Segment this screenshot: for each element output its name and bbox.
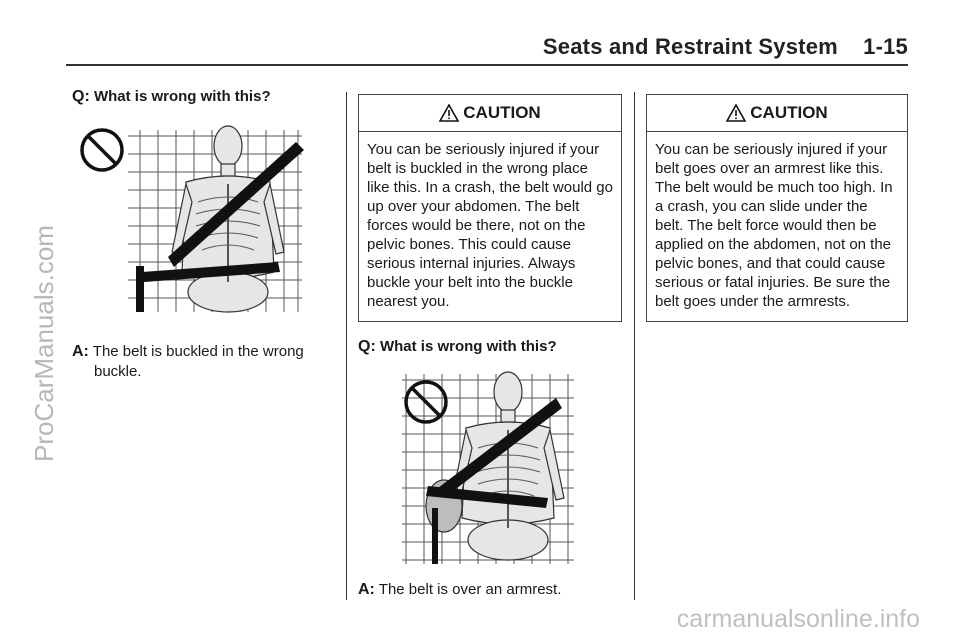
column-3 — [646, 94, 908, 322]
caution-body: You can be seriously injured if your belt goes over an armrest like this. The belt would be much too high. In a crash, you can slide under the belt. The belt force would then be applied on the abdomen, not on the pelvic bones, and that could cause serious or fatal injuries. Be sure the belt goes under the armrests. — [655, 141, 893, 310]
caution-heading: CAUTION — [750, 103, 828, 122]
caution-header — [647, 95, 907, 132]
answer-text: The belt is over an armrest. — [378, 581, 562, 598]
watermark-bottom: carmanualsonline.info — [676, 605, 920, 633]
watermark-left: ProCarManuals.com — [29, 225, 59, 462]
question-text: What is wrong with this? — [379, 338, 557, 355]
answer-label: A: — [358, 581, 375, 598]
caution-body: You can be seriously injured if your belt is buckled in the wrong place like this. In a crash, the belt would go up over your abdomen. The belt forces would be there, not on the pelvic bones. This could cause serious internal injuries. Always buckle your belt into the buckle nearest you. — [367, 141, 613, 310]
column-divider-1 — [346, 92, 347, 600]
question-label: Q: — [72, 88, 90, 105]
column-2 — [358, 94, 622, 600]
header-rule — [66, 64, 908, 66]
figure-over-armrest — [398, 368, 622, 568]
caution-header — [359, 95, 621, 132]
question-label: Q: — [358, 338, 376, 355]
caution-box-2 — [646, 94, 908, 322]
page-title: Seats and Restraint System 1-15 — [542, 34, 908, 59]
figure-wrong-buckle — [78, 122, 337, 322]
warning-triangle-icon — [726, 104, 746, 122]
warning-triangle-icon — [439, 104, 459, 122]
answer-1 — [72, 342, 337, 382]
question-text: What is wrong with this? — [93, 88, 271, 105]
answer-text: The belt is buckled in the wrong buckle. — [92, 343, 304, 380]
question-1 — [72, 88, 337, 106]
column-1 — [72, 80, 337, 382]
answer-label: A: — [72, 343, 89, 360]
prohibited-icon — [82, 130, 122, 170]
caution-heading: CAUTION — [463, 103, 541, 122]
question-2 — [358, 338, 622, 356]
column-divider-2 — [634, 92, 635, 600]
caution-box-1 — [358, 94, 622, 322]
answer-2 — [358, 580, 622, 600]
